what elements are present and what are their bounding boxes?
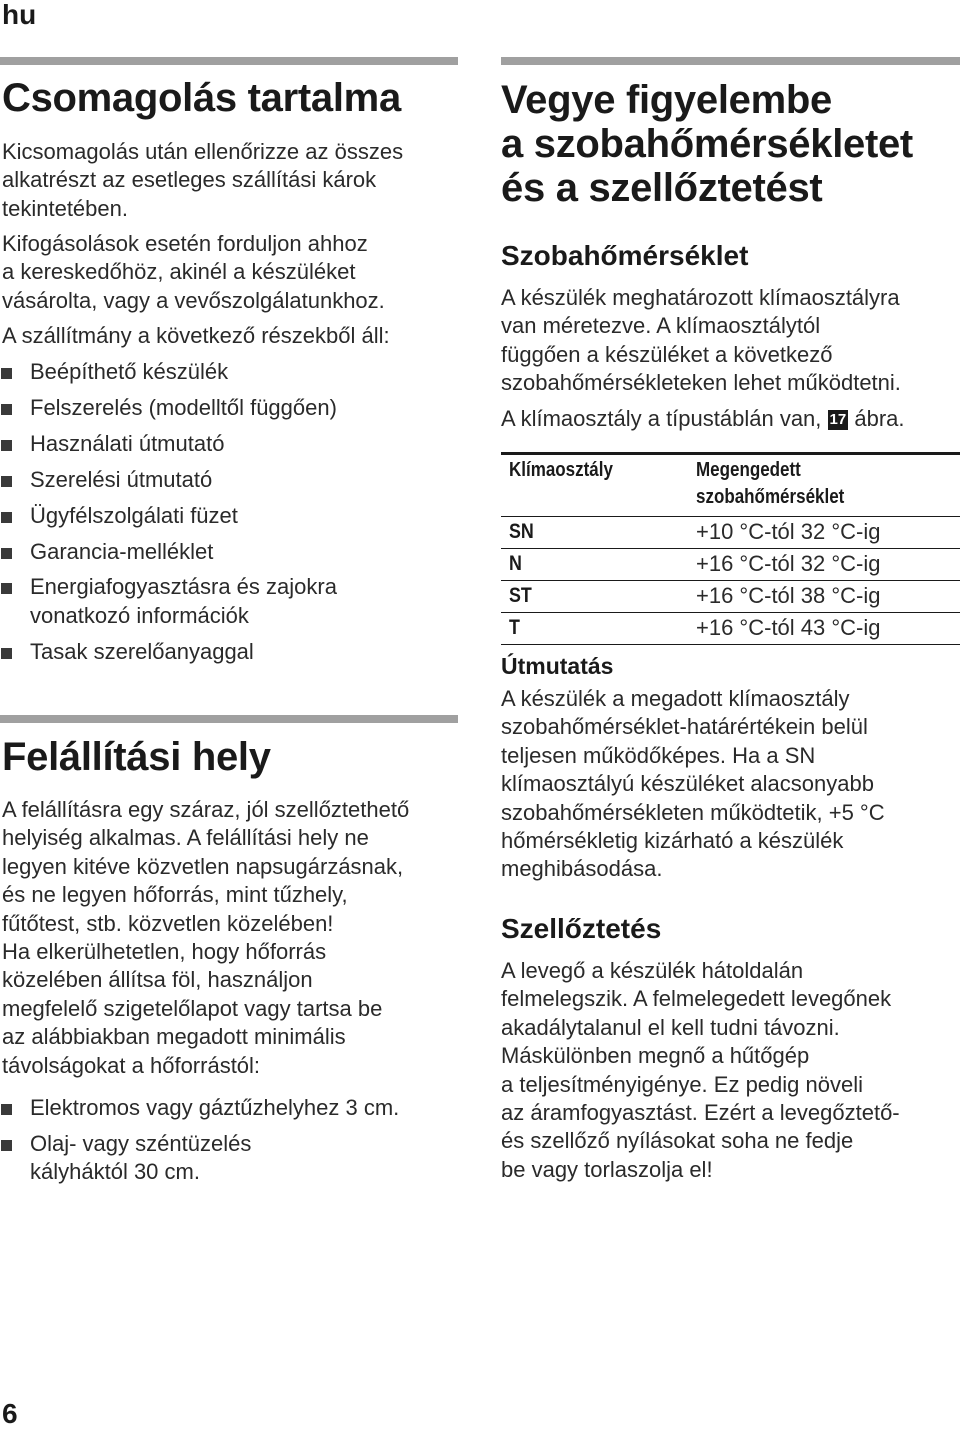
paragraph-rating-plate-reference: A klímaosztály a típustáblán van, 17 ábra. <box>501 406 905 431</box>
column-header-climate-class: Klímaosztály <box>509 459 613 481</box>
section-rule <box>0 57 458 65</box>
text-line: A készülék meghatározott klímaosztályra <box>501 285 900 310</box>
climate-class-cell: T <box>509 616 520 639</box>
text-line: szobahőmérsékleten működtetik, +5 °C <box>501 799 885 825</box>
title-line: a szobahőmérsékletet <box>501 122 913 166</box>
list-item: Garancia-melléklet <box>0 538 458 566</box>
bullet-square-icon <box>1 404 12 415</box>
text-line: akadálytalanul el kell tudni távozni. <box>501 1014 840 1040</box>
figure-reference-badge: 17 <box>829 411 847 428</box>
text-line: teljesen működőképes. Ha a SN <box>501 742 816 768</box>
paragraph-ventilation <box>501 957 900 1184</box>
text-line: be vagy torlaszolja el! <box>501 1156 713 1182</box>
title-line: Vegye figyelembe <box>501 78 832 122</box>
text-line: szobahőmérsékleteken lehet működtetni. <box>501 370 901 396</box>
paragraph-complaints <box>2 230 385 315</box>
text-line: megfelelő szigetelőlapot vagy tartsa be <box>2 995 383 1021</box>
text-line: Kicsomagolás után ellenőrizze az összes <box>2 139 404 164</box>
climate-class-cell: SN <box>509 520 534 543</box>
text-line: és szellőző nyílásokat soha ne fedje <box>501 1128 854 1154</box>
climate-class-table <box>501 452 960 645</box>
right-column <box>501 0 960 1428</box>
text-line: van méretezve. A klímaosztálytól <box>501 313 821 339</box>
subsection-title-room-temperature: Szobahőmérséklet <box>501 240 749 271</box>
table-row <box>501 613 960 645</box>
text-line: A felállításra egy száraz, jól szellőztethető <box>2 797 410 822</box>
temperature-range-cell: +16 °C-tól 43 °C-ig <box>696 615 881 640</box>
text-line: tekintetében. <box>2 195 128 221</box>
table-header-row <box>501 454 960 517</box>
subsection-title-ventilation: Szellőztetés <box>501 913 662 944</box>
temperature-range-cell: +16 °C-tól 32 °C-ig <box>696 551 881 576</box>
text-line: helyiség alkalmas. A felállítási hely ne <box>2 825 369 851</box>
text-line: távolságokat a hőforrástól: <box>2 1052 261 1078</box>
paragraph-note <box>501 685 885 884</box>
list-item: Olaj- vagy széntüzelés kályháktól 30 cm. <box>0 1130 458 1187</box>
text-line: alkatrészt az esetleges szállítási károk <box>2 167 377 193</box>
package-contents-list <box>0 358 458 666</box>
temperature-range-cell: +16 °C-tól 38 °C-ig <box>696 583 881 608</box>
text-line: meghibásodása. <box>501 856 663 882</box>
text-line: az áramfogyasztást. Ezért a levegőztető- <box>501 1100 900 1126</box>
heat-source-distance-list <box>0 1094 458 1187</box>
list-item: Szerelési útmutató <box>0 466 458 494</box>
text-line: A levegő a készülék hátoldalán <box>501 958 804 983</box>
text-line: függően a készüléket a következő <box>501 341 833 367</box>
temperature-range-cell: +10 °C-tól 32 °C-ig <box>696 519 881 544</box>
table-row <box>501 549 960 581</box>
text-line: legyen kitéve közvetlen napsugárzásnak, <box>2 853 404 879</box>
note-title: Útmutatás <box>501 653 614 679</box>
column-header-permitted-temperature: Megengedett szobahőmérséklet <box>696 459 845 508</box>
title-line: és a szellőztetést <box>501 166 823 210</box>
section-rule <box>0 715 458 723</box>
text-line: Kifogásolások esetén forduljon ahhoz <box>2 231 368 256</box>
text-line: az alábbiakban megadott minimális <box>2 1024 346 1050</box>
text-line: A készülék a megadott klímaosztály <box>501 686 850 711</box>
list-item: Tasak szerelőanyaggal <box>0 638 458 666</box>
text-line: Ha elkerülhetetlen, hogy hőforrás <box>2 939 327 965</box>
list-item: Használati útmutató <box>0 430 458 458</box>
text-line: a teljesítményigénye. Ez pedig növeli <box>501 1071 863 1097</box>
text-line: felmelegszik. A felmelegedett levegőnek <box>501 986 892 1012</box>
climate-class-cell: N <box>509 552 522 575</box>
text-line: közelében állítsa föl, használjon <box>2 967 313 993</box>
bullet-square-icon <box>1 1104 12 1115</box>
language-label: hu <box>2 0 37 30</box>
section-title-installation-place: Felállítási hely <box>2 735 271 779</box>
table-row <box>501 517 960 549</box>
table-row <box>501 581 960 613</box>
text-line: hőmérsékletig kizárható a készülék <box>501 828 844 854</box>
list-item: Felszerelés (modelltől függően) <box>0 394 458 422</box>
climate-class-cell: ST <box>509 584 532 607</box>
text-line: vásárolta, vagy a vevőszolgálatunkhoz. <box>2 287 385 313</box>
paragraph-climate-class <box>501 284 901 398</box>
bullet-square-icon <box>1 476 12 487</box>
list-item: Energiafogyasztásra és zajokra vonatkozó információk <box>0 573 458 630</box>
list-item: Beépíthető készülék <box>0 358 458 386</box>
text-line: fűtőtest, stb. közvetlen közelében! <box>2 910 334 936</box>
bullet-square-icon <box>1 440 12 451</box>
section-title-room-temperature-ventilation <box>501 78 913 210</box>
text-line: Máskülönben megnő a hűtőgép <box>501 1043 810 1069</box>
bullet-square-icon <box>1 512 12 523</box>
paragraph-installation-place <box>2 796 409 1080</box>
bullet-square-icon <box>1 368 12 379</box>
section-rule <box>501 57 960 65</box>
bullet-square-icon <box>1 1140 12 1151</box>
text-line: szobahőmérséklet-határértékein belül <box>501 714 868 740</box>
paragraph-unpacking <box>2 138 403 223</box>
list-item: Elektromos vagy gáztűzhelyhez 3 cm. <box>0 1094 458 1122</box>
section-title-package-contents: Csomagolás tartalma <box>2 76 401 120</box>
list-item: Ügyfélszolgálati füzet <box>0 502 458 530</box>
bullet-square-icon <box>1 548 12 559</box>
text-line: klímaosztályú készüléket alacsonyabb <box>501 771 874 797</box>
bullet-square-icon <box>1 648 12 659</box>
paragraph-shipment-parts: A szállítmány a következő részekből áll: <box>2 323 390 348</box>
text-line: és ne legyen hőforrás, mint tűzhely, <box>2 882 348 908</box>
text-line: a kereskedőhöz, akinél a készüléket <box>2 259 356 285</box>
bullet-square-icon <box>1 583 12 594</box>
page-number: 6 <box>2 1398 18 1429</box>
